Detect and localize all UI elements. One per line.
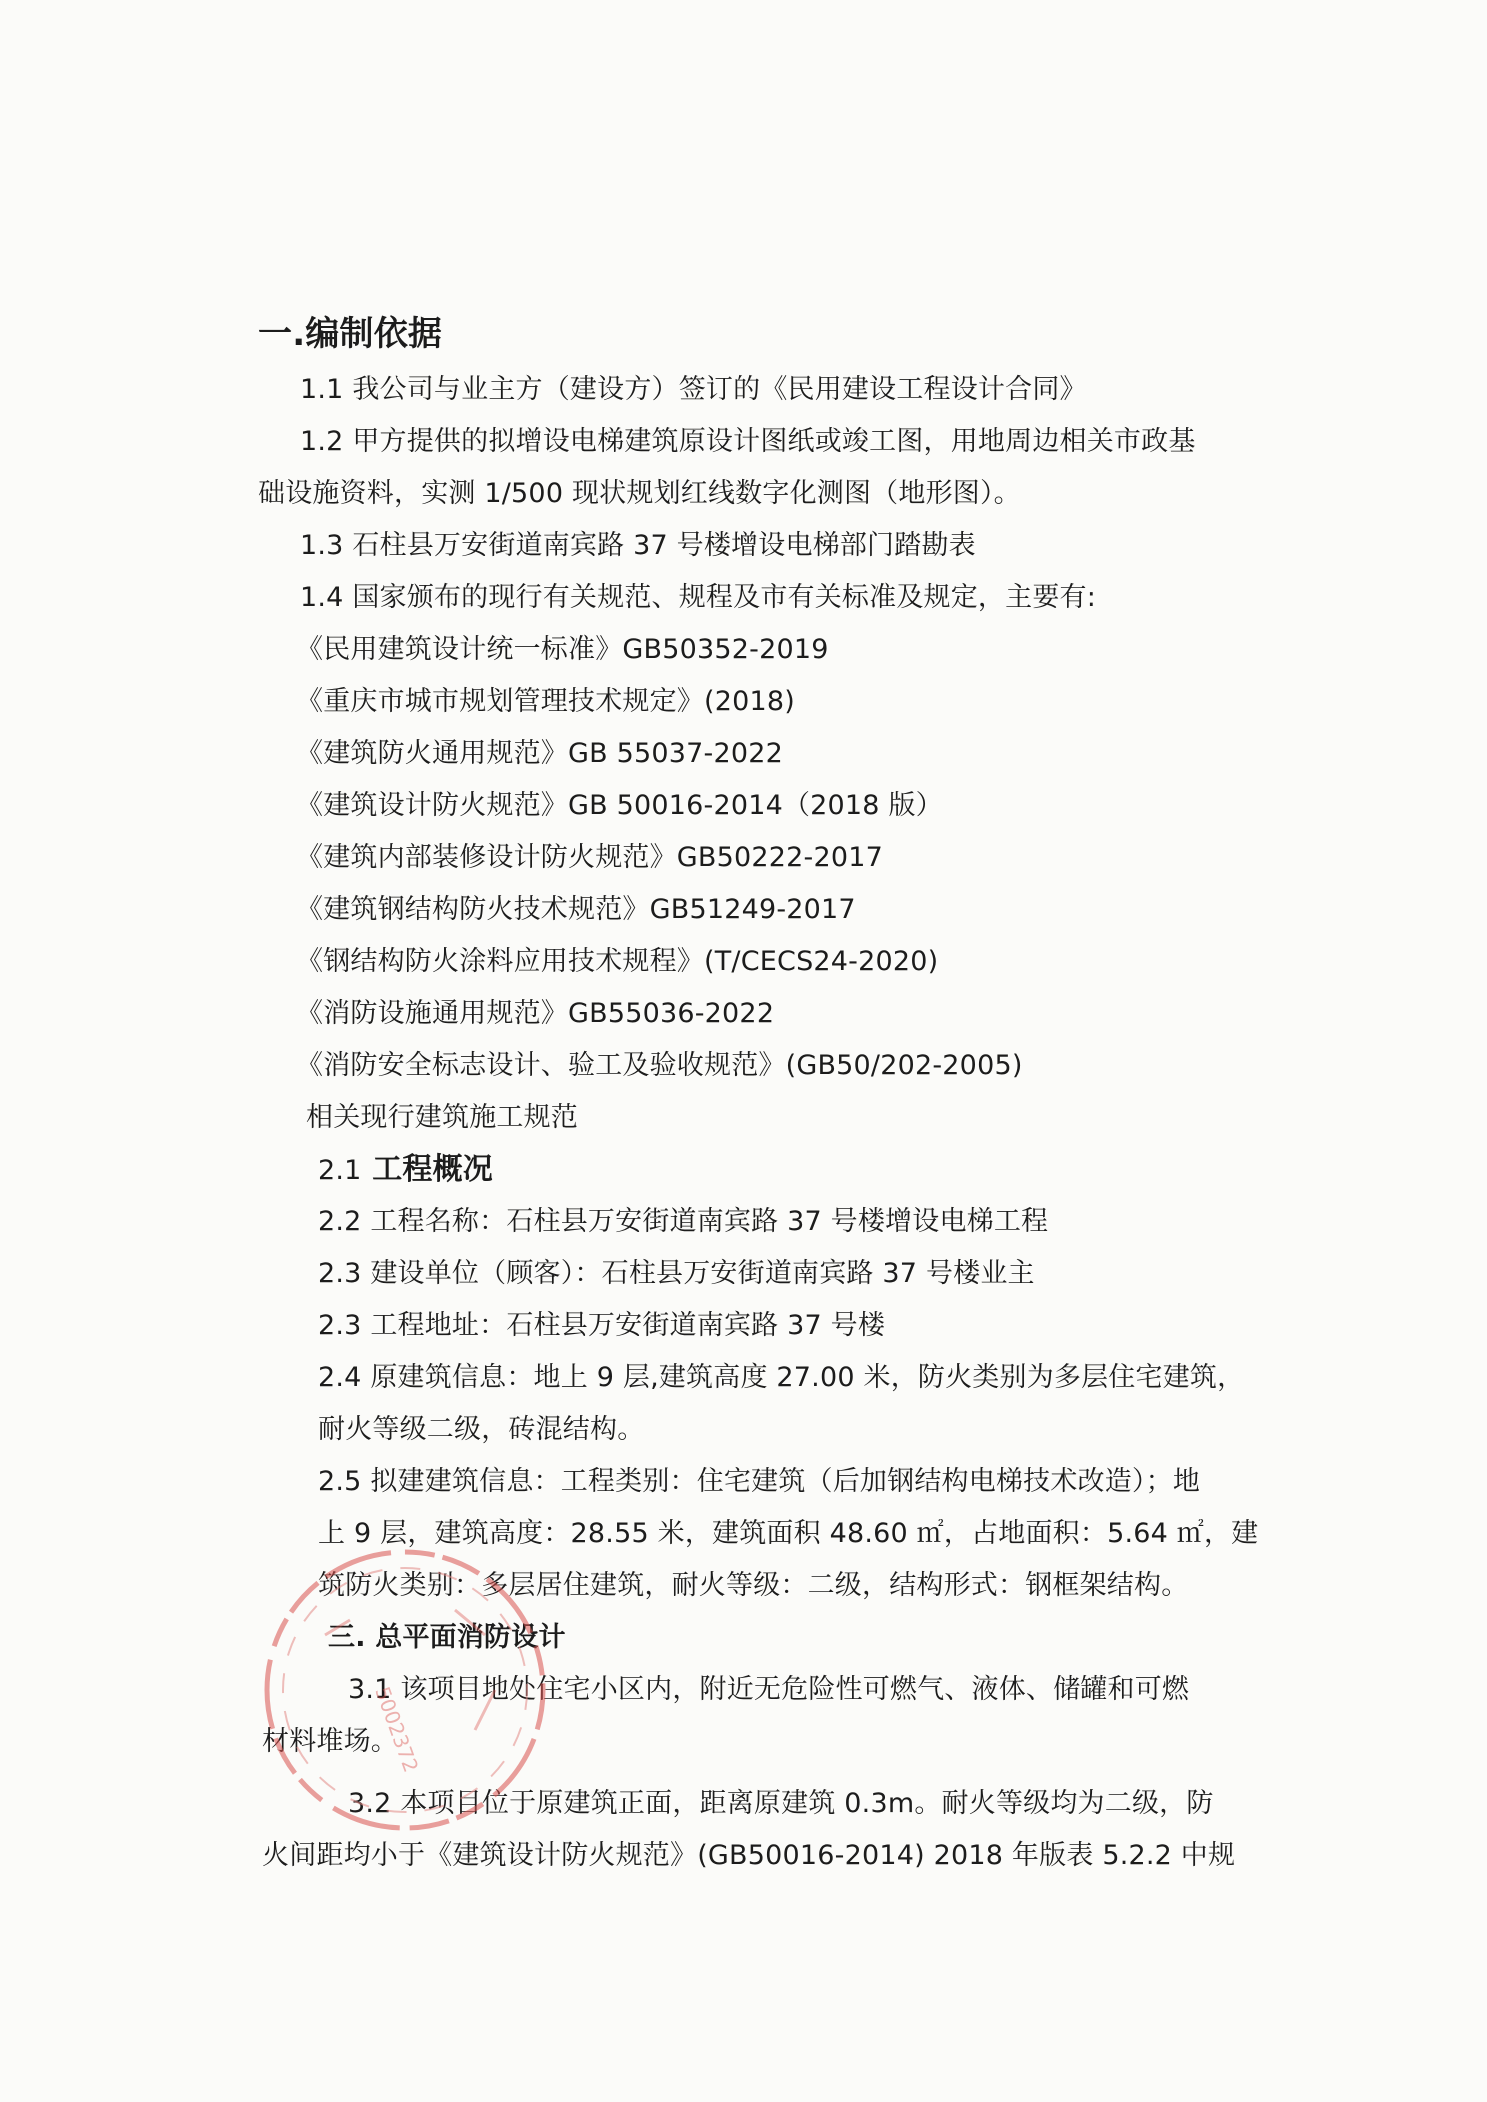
standard-item: 《钢结构防火涂料应用技术规程》(T/CECS24-2020) xyxy=(296,946,939,977)
section-heading-2 xyxy=(318,1152,493,1189)
basis-item-1-1: 1.1 我公司与业主方（建设方）签订的《民用建设工程设计合同》 xyxy=(300,374,1087,405)
standard-item: 《民用建筑设计统一标准》GB50352-2019 xyxy=(296,634,829,665)
section-heading-1: 一.编制依据 xyxy=(258,314,443,354)
original-building-info-line1: 2.4 原建筑信息：地上 9 层,建筑高度 27.00 米，防火类别为多层住宅建筑， xyxy=(318,1362,1245,1393)
basis-item-1-2-line2: 础设施资料，实测 1/500 现状规划红线数字化测图（地形图）。 xyxy=(258,478,1021,509)
standard-item: 《消防设施通用规范》GB55036-2022 xyxy=(296,998,775,1029)
basis-item-1-4: 1.4 国家颁布的现行有关规范、规程及市有关标准及规定，主要有: xyxy=(300,582,1097,613)
site-item-3-2-line1: 3.2 本项目位于原建筑正面，距离原建筑 0.3m。耐火等级均为二级，防 xyxy=(348,1788,1214,1819)
proposed-building-info-line3: 筑防火类别：多层居住建筑，耐火等级：二级，结构形式：钢框架结构。 xyxy=(318,1570,1189,1601)
company-seal-stamp xyxy=(255,1540,555,1840)
project-address: 2.3 工程地址：石柱县万安街道南宾路 37 号楼 xyxy=(318,1310,886,1341)
proposed-building-info-line2: 上 9 层，建筑高度：28.55 米，建筑面积 48.60 ㎡，占地面积：5.64 ㎡，建 xyxy=(318,1518,1259,1549)
project-name: 2.2 工程名称：石柱县万安街道南宾路 37 号楼增设电梯工程 xyxy=(318,1206,1049,1237)
basis-item-1-2-line1: 1.2 甲方提供的拟增设电梯建筑原设计图纸或竣工图，用地周边相关市政基 xyxy=(300,426,1196,457)
basis-item-1-3: 1.3 石柱县万安街道南宾路 37 号楼增设电梯部门踏勘表 xyxy=(300,530,976,561)
standard-item: 《消防安全标志设计、验工及验收规范》(GB50/202-2005) xyxy=(296,1050,1023,1081)
standard-item: 《建筑钢结构防火技术规范》GB51249-2017 xyxy=(296,894,856,925)
standard-item: 《建筑设计防火规范》GB 50016-2014（2018 版） xyxy=(296,790,943,821)
svg-text:5002372: 5002372 xyxy=(370,1683,424,1776)
section-heading-2-number: 2.1 xyxy=(318,1155,362,1186)
standard-item: 《建筑防火通用规范》GB 55037-2022 xyxy=(296,738,783,769)
construction-unit: 2.3 建设单位（顾客）：石柱县万安街道南宾路 37 号楼业主 xyxy=(318,1258,1035,1289)
section-heading-2-text: 工程概况 xyxy=(372,1152,494,1187)
site-item-3-1-line1: 3.1 该项目地处住宅小区内，附近无危险性可燃气、液体、储罐和可燃 xyxy=(348,1674,1190,1705)
original-building-info-line2: 耐火等级二级，砖混结构。 xyxy=(318,1414,645,1445)
proposed-building-info-line1: 2.5 拟建建筑信息：工程类别：住宅建筑（后加钢结构电梯技术改造）；地 xyxy=(318,1466,1201,1497)
section-heading-3: 三. 总平面消防设计 xyxy=(328,1622,566,1653)
site-item-3-1-line2: 材料堆场。 xyxy=(262,1726,398,1757)
standard-item: 《重庆市城市规划管理技术规定》(2018) xyxy=(296,686,795,717)
standard-item: 相关现行建筑施工规范 xyxy=(306,1102,578,1133)
site-item-3-2-line2: 火间距均小于《建筑设计防火规范》(GB50016-2014) 2018 年版表 5.2.2 中规 xyxy=(262,1840,1236,1871)
standard-item: 《建筑内部装修设计防火规范》GB50222-2017 xyxy=(296,842,883,873)
